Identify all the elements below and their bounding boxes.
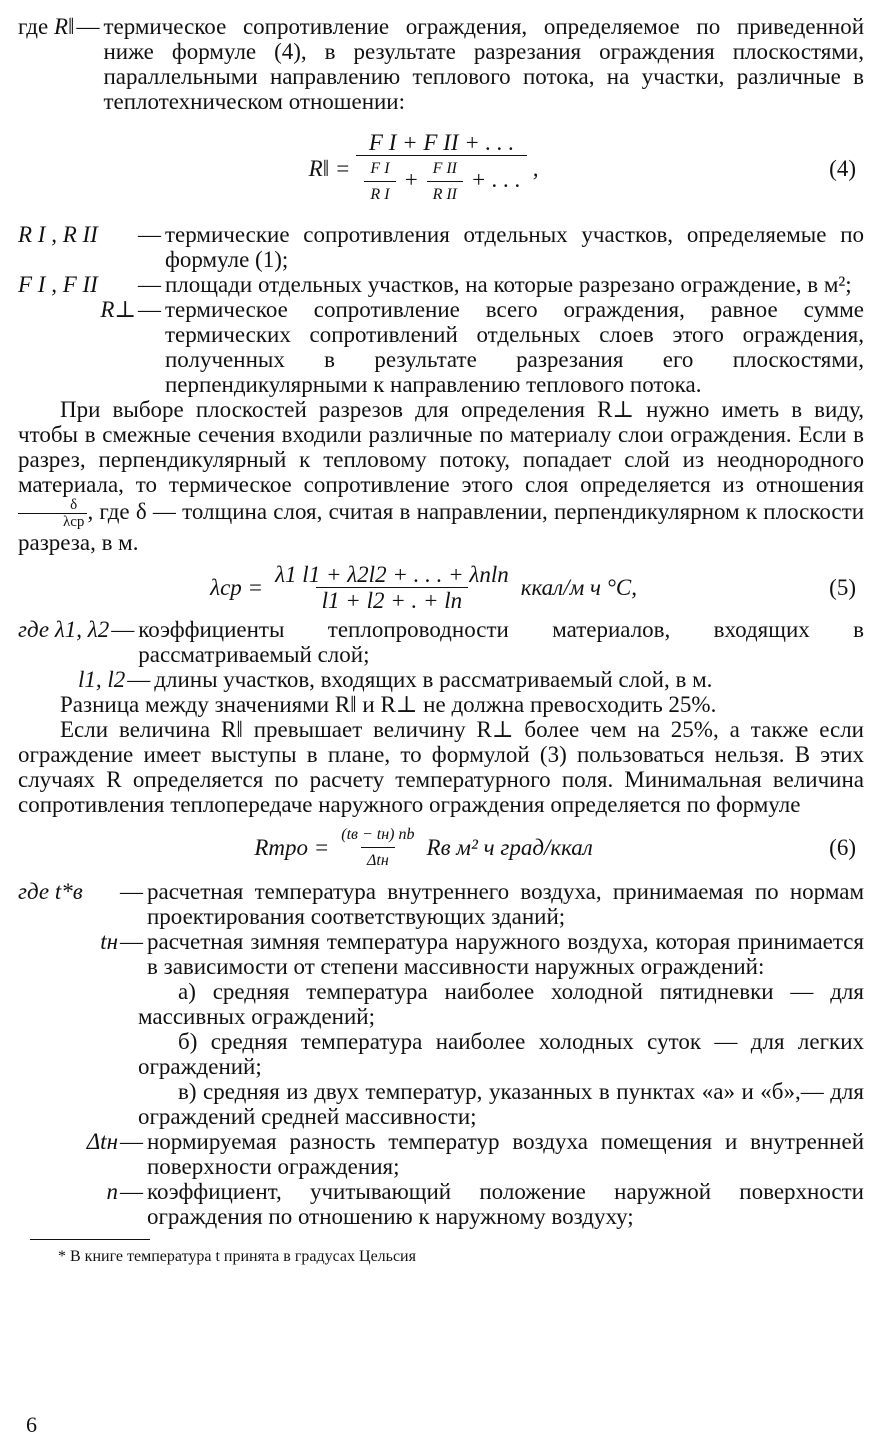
formula-4-denominator: $\frac{\text{F I}}{\text{R I}}$ + $\frac{\text{F II}}{\text{R II}}$ + . . . [356, 155, 526, 207]
definition-lengths: l1, l2 — длины участков, входящих в рассматриваемый слой, в м. [78, 667, 713, 692]
formula-4-lhs: R‖ = [308, 155, 351, 181]
inline-fraction: δ λср [18, 497, 87, 530]
definition-n: n — коэффициент, учитывающий положение наружной поверхности ограждения по отношению к наружному воздуху; [106, 1179, 864, 1229]
page-number: 6 [26, 1412, 37, 1437]
formula-4-fraction [356, 130, 526, 207]
formula-5-number: (5) [829, 574, 856, 600]
paragraph-section-planes: При выборе плоскостей разрезов для определения R⊥ нужно иметь в виду, чтобы в смежные сечения входили различные по материалу слои ограждения. Если в разрез, перпендикулярный к тепловому потоку, попадает слой из неоднородного материала, то термическое сопротивление этого слоя определяется из отношения δ λср , где δ — толщина слоя, считая в направлении, перпендикулярном к плоскости разреза, в м. [18, 397, 864, 555]
list-item-c: в) средняя из двух температур, указанных в пунктах «а» и «б»,— для ограждений средней массивности; [138, 1079, 864, 1129]
definition-symbol: где R‖ [18, 14, 75, 39]
formula-5-numerator: λ1 l1 + λ2l2 + . . . + λnln [275, 561, 509, 587]
footnote: * В книге температура t принята в градусах Цельсия [58, 1248, 416, 1265]
formula-5-denominator: l1 + l2 + . + ln [316, 587, 468, 613]
formula-6-number: (6) [829, 834, 856, 860]
definition-t-inner: где t*в — расчетная температура внутреннего воздуха, принимаемая по нормам проектирования соответствующих зданий; [18, 879, 864, 929]
definition-r-perpendicular: R⊥ — термическое сопротивление всего ограждения, равное сумме термических сопротивлений отдельных слоев этого ограждения, полученных в результате разрезания его плоскостями, перпендикулярными к направлению теплового потока. [100, 297, 864, 397]
paragraph-difference: Разница между значениями R‖ и R⊥ не должна превосходить 25%. [60, 692, 717, 717]
paragraph-temperature-field: Если величина R‖ превышает величину R⊥ более чем на 25%, а также если ограждение имеет выступы в плане, то формулой (3) пользоваться нельзя. В этих случаях R определяется по расчету температурного поля. Минимальная величина сопротивления теплопередаче наружного ограждения определяется по формуле [18, 717, 864, 817]
formula-6-denominator: Δtн [361, 847, 395, 873]
formula-5-units: ккал/м ч °С, [520, 574, 638, 600]
formula-6-rhs: Rв м² ч град/ккал [426, 834, 593, 860]
footnote-divider [30, 1239, 150, 1240]
page-content [18, 14, 864, 1269]
formula-6-numerator: (tв − tн) nb [341, 825, 415, 843]
definition-t-outer: tн — расчетная зимняя температура наружного воздуха, которая принимается в зависимости от степени массивности наружных ограждений: [100, 929, 864, 979]
formula-6: Rтро = $\frac{(tв - tн) nb}{\text{Δtн}}$ Rв м² ч град/ккал (6) [18, 821, 864, 873]
formula-4-numerator: F I + F II + . . . [368, 129, 515, 155]
list-item-b: б) средняя температура наиболее холодных суток — для легких ограждений; [138, 1029, 864, 1079]
definition-delta-t: Δtн — нормируемая разность температур воздуха помещения и внутренней поверхности ограждения; [86, 1129, 864, 1179]
definition-text: термическое сопротивление ограждения, определяемое по приведенной ниже формуле (4), в результате разрезания ограждения плоскостями, параллельными направлению теплового потока, на участки, различные в теплотехническом отношении: [103, 14, 864, 114]
formula-4: R‖ = F I + F II + . . . $\frac{\text{F I}}{\text{R I}}$ + $\frac{\text{F II}}{\text{R II}}$ + . . . , (4) [18, 122, 864, 214]
definition-r-parallel: где R‖ — термическое сопротивление ограждения, определяемое по приведенной ниже формуле (4), в результате разрезания ограждения плоскостями, параллельными направлению теплового потока, на участки, различные в теплотехническом отношении: [18, 14, 864, 114]
definition-r-sections: R I , R II — термические сопротивления отдельных участков, определяемые по формуле (1); [18, 222, 864, 272]
definition-f-areas: F I , F II — площади отдельных участков, на которые разрезано ограждение, в м²; [18, 272, 852, 297]
formula-4-number: (4) [829, 155, 856, 181]
definition-lambda: где λ1, λ2 — коэффициенты теплопроводности материалов, входящих в рассматриваемый слой; [18, 617, 864, 667]
list-item-a: а) средняя температура наиболее холодной пятидневки — для массивных ограждений; [138, 979, 864, 1029]
formula-5: λср = $\frac{\lambda 1 l1 + \lambda 2l2 + . . . + \lambda nln}{l1 + l2 + . + \ln}$ ккал/м ч °С, (5) [18, 561, 864, 613]
